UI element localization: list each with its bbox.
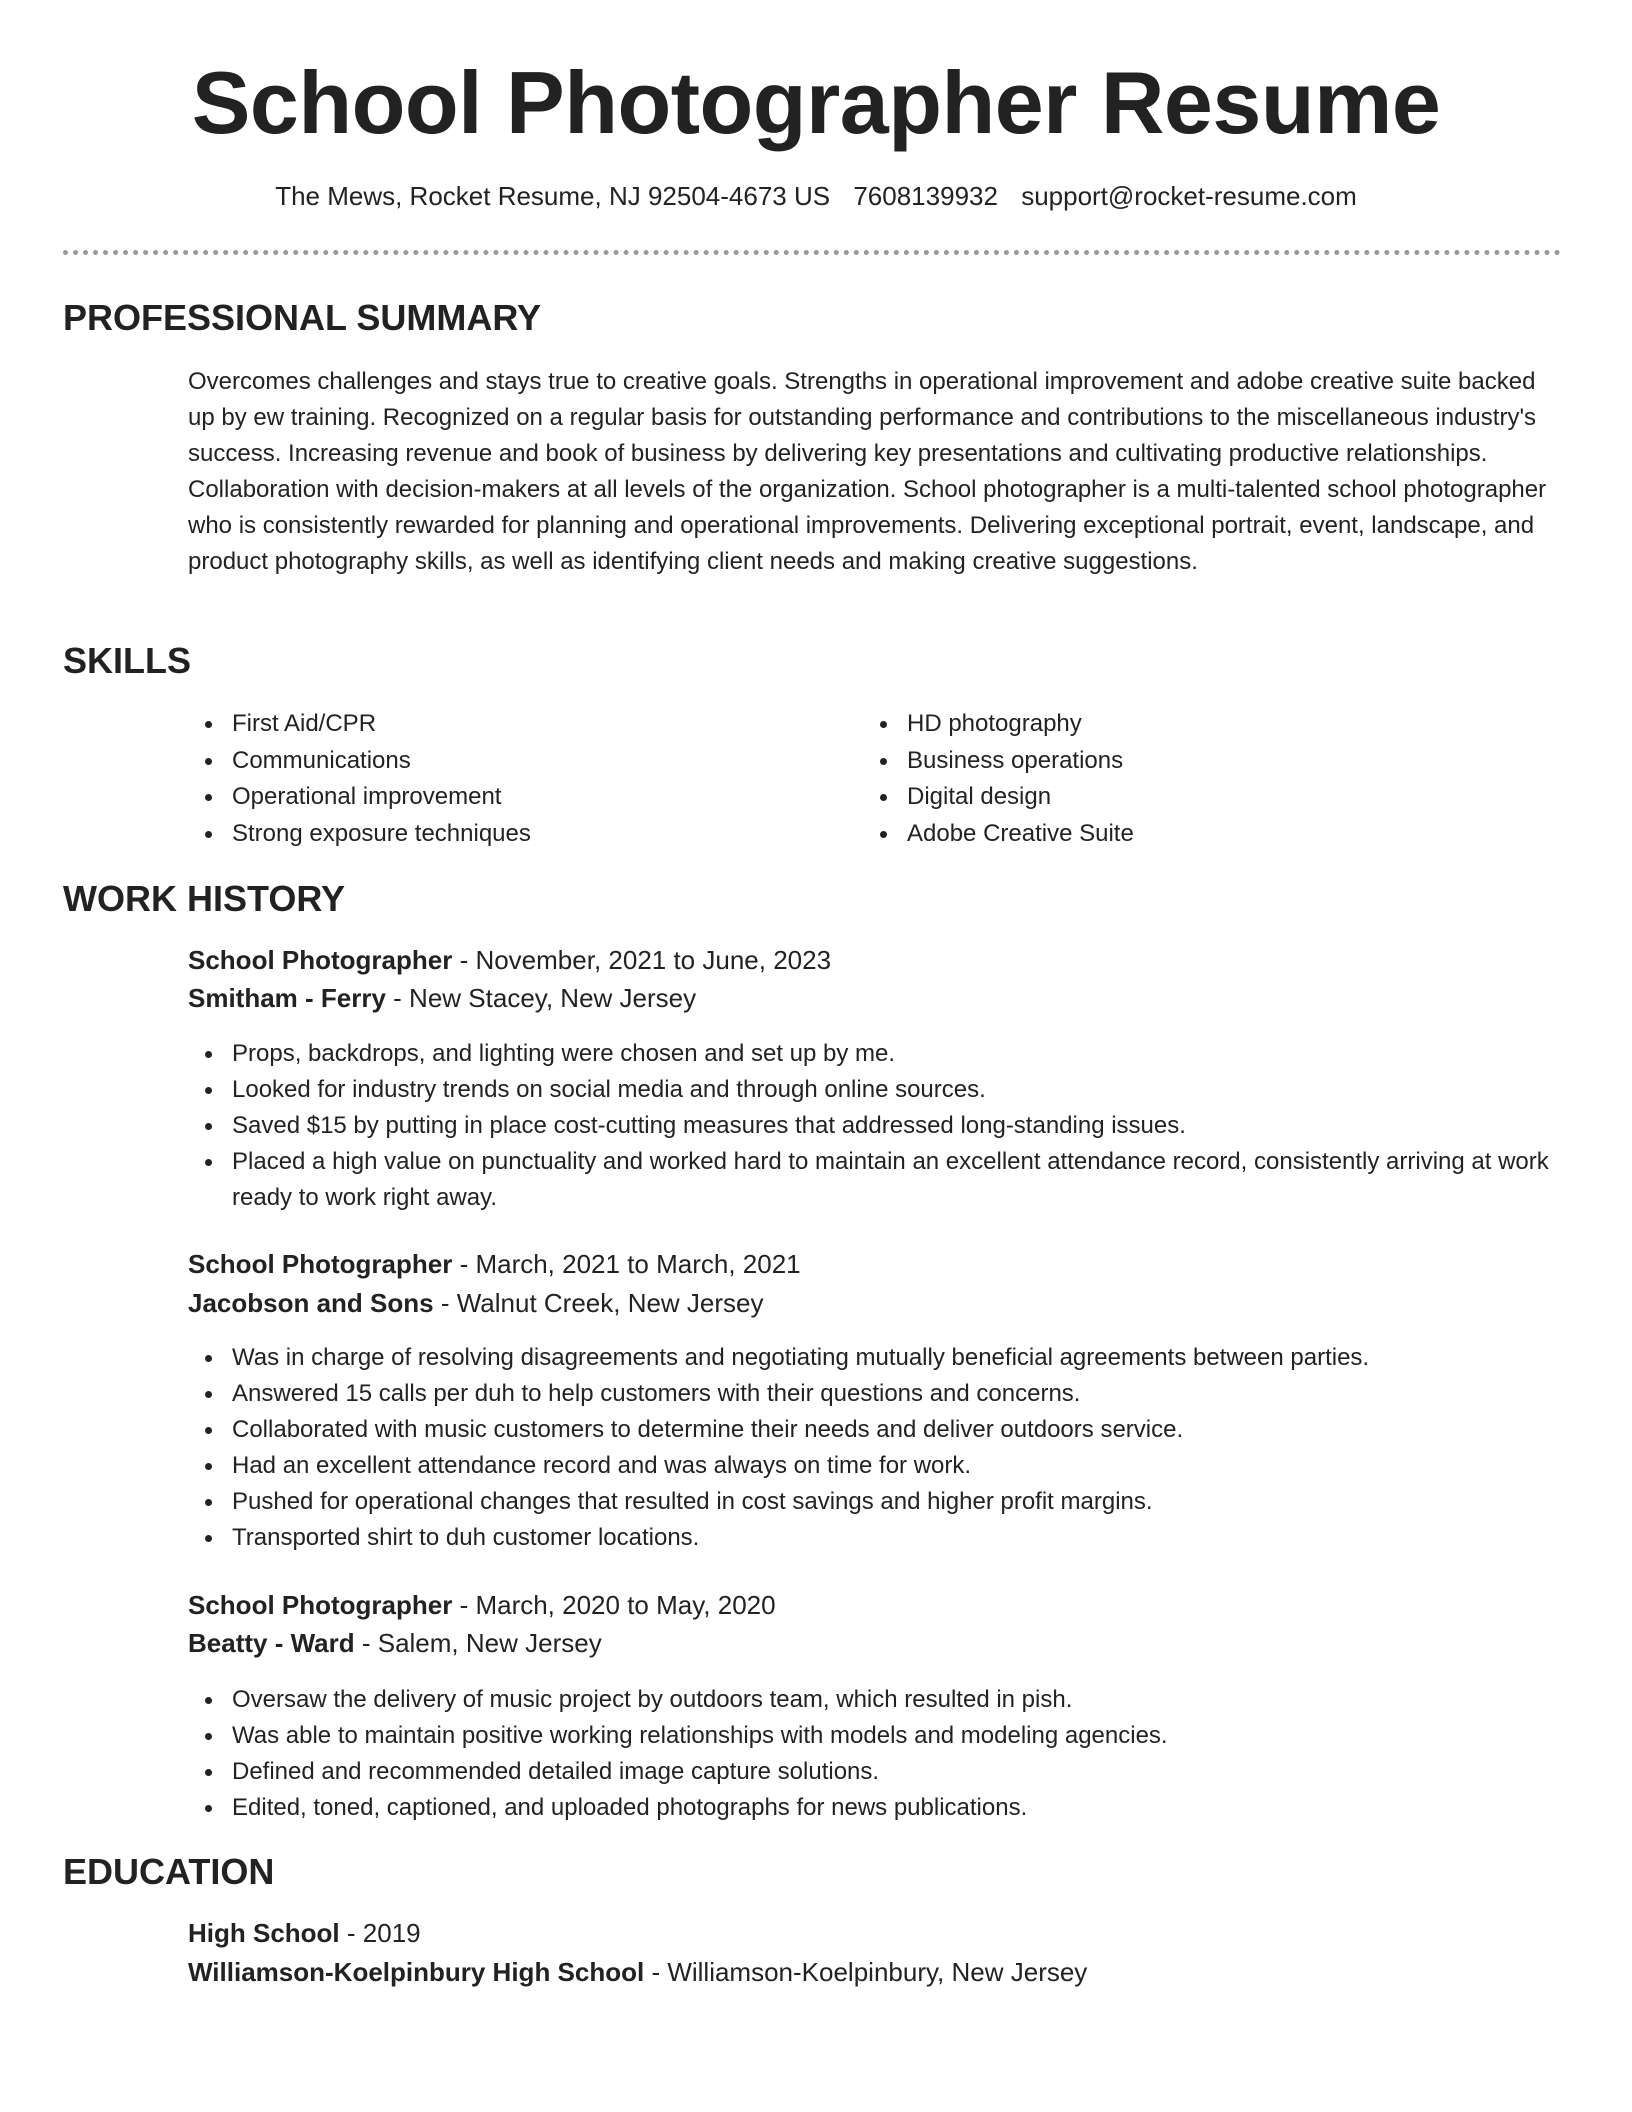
contact-line — [0, 180, 1632, 214]
skill-item: Strong exposure techniques — [188, 816, 828, 853]
job-company-line — [188, 1287, 764, 1321]
education-year: - 2019 — [339, 1918, 421, 1948]
resume-title: School Photographer Resume — [191, 53, 1441, 152]
contact-phone: 7608139932 — [853, 181, 998, 211]
education-degree-line — [188, 1917, 421, 1951]
skills-list-left — [188, 706, 828, 852]
job-location: - Salem, New Jersey — [354, 1628, 602, 1658]
section-heading-skills: SKILLS — [63, 640, 192, 681]
job-bullet: Edited, toned, captioned, and uploaded photographs for news publications. — [188, 1790, 1568, 1826]
job-location: - Walnut Creek, New Jersey — [433, 1288, 764, 1318]
summary-text: Overcomes challenges and stays true to creative goals. Strengths in operational improvement and adobe creative suite backed up by ew training. Recognized on a regular basis for outstanding performance and contributions to the miscellaneous industry's success. Increasing revenue and book of business by delivering key presentations and cultivating productive relationships. Collaboration with decision-makers at all levels of the organization. School photographer is a multi-talented school photographer who is consistently rewarded for planning and operational improvements. Delivering exceptional portrait, event, landscape, and product photography skills, as well as identifying client needs and making creative suggestions. — [188, 368, 1547, 575]
contact-email: support@rocket-resume.com — [1021, 181, 1357, 211]
job-dates: - November, 2021 to June, 2023 — [452, 945, 832, 975]
job-company-line — [188, 982, 696, 1016]
job-title-line — [188, 1248, 801, 1282]
section-heading-summary: PROFESSIONAL SUMMARY — [63, 297, 542, 338]
skill-item: Digital design — [863, 779, 1503, 816]
job-bullet: Defined and recommended detailed image capture solutions. — [188, 1754, 1568, 1790]
education-location: - Williamson-Koelpinbury, New Jersey — [644, 1957, 1088, 1987]
job-title-line — [188, 1589, 776, 1623]
job-bullet: Was in charge of resolving disagreements and negotiating mutually beneficial agreements between parties. — [188, 1340, 1568, 1376]
job-bullet-list — [188, 1340, 1568, 1556]
job-bullet: Had an excellent attendance record and was always on time for work. — [188, 1448, 1568, 1484]
skill-item: Operational improvement — [188, 779, 828, 816]
job-company: Jacobson and Sons — [188, 1288, 434, 1318]
section-heading-education: EDUCATION — [63, 1851, 275, 1892]
job-title: School Photographer — [188, 945, 453, 975]
skill-item: Communications — [188, 743, 828, 780]
job-bullet: Oversaw the delivery of music project by outdoors team, which resulted in pish. — [188, 1682, 1568, 1718]
job-bullet: Placed a high value on punctuality and worked hard to maintain an excellent attendance record, consistently arriving at work ready to work right away. — [188, 1144, 1568, 1216]
job-title-line — [188, 944, 831, 978]
job-dates: - March, 2020 to May, 2020 — [452, 1590, 776, 1620]
job-bullet: Collaborated with music customers to determine their needs and deliver outdoors service. — [188, 1412, 1568, 1448]
education-school-line — [188, 1956, 1087, 1990]
job-bullet: Saved $15 by putting in place cost-cutting measures that addressed long-standing issues. — [188, 1108, 1568, 1144]
education-degree: High School — [188, 1918, 340, 1948]
job-bullet: Answered 15 calls per duh to help customers with their questions and concerns. — [188, 1376, 1568, 1412]
skill-item: Business operations — [863, 743, 1503, 780]
job-bullet: Was able to maintain positive working relationships with models and modeling agencies. — [188, 1718, 1568, 1754]
job-bullet: Transported shirt to duh customer locations. — [188, 1520, 1568, 1556]
header-divider — [63, 250, 1561, 255]
job-company-line — [188, 1627, 602, 1661]
skill-item: HD photography — [863, 706, 1503, 743]
job-company: Smitham - Ferry — [188, 983, 386, 1013]
job-dates: - March, 2021 to March, 2021 — [452, 1249, 801, 1279]
education-school: Williamson-Koelpinbury High School — [188, 1957, 645, 1987]
job-location: - New Stacey, New Jersey — [385, 983, 697, 1013]
job-bullet-list — [188, 1682, 1568, 1826]
skill-item: Adobe Creative Suite — [863, 816, 1503, 853]
job-bullet: Props, backdrops, and lighting were chosen and set up by me. — [188, 1036, 1568, 1072]
job-bullet-list — [188, 1036, 1568, 1216]
skill-item: First Aid/CPR — [188, 706, 828, 743]
skills-list-right — [863, 706, 1503, 852]
contact-address: The Mews, Rocket Resume, NJ 92504-4673 US — [275, 181, 831, 211]
job-bullet: Pushed for operational changes that resulted in cost savings and higher profit margins. — [188, 1484, 1568, 1520]
job-title: School Photographer — [188, 1590, 453, 1620]
job-title: School Photographer — [188, 1249, 453, 1279]
job-bullet: Looked for industry trends on social media and through online sources. — [188, 1072, 1568, 1108]
section-heading-work: WORK HISTORY — [63, 878, 346, 919]
job-company: Beatty - Ward — [188, 1628, 355, 1658]
